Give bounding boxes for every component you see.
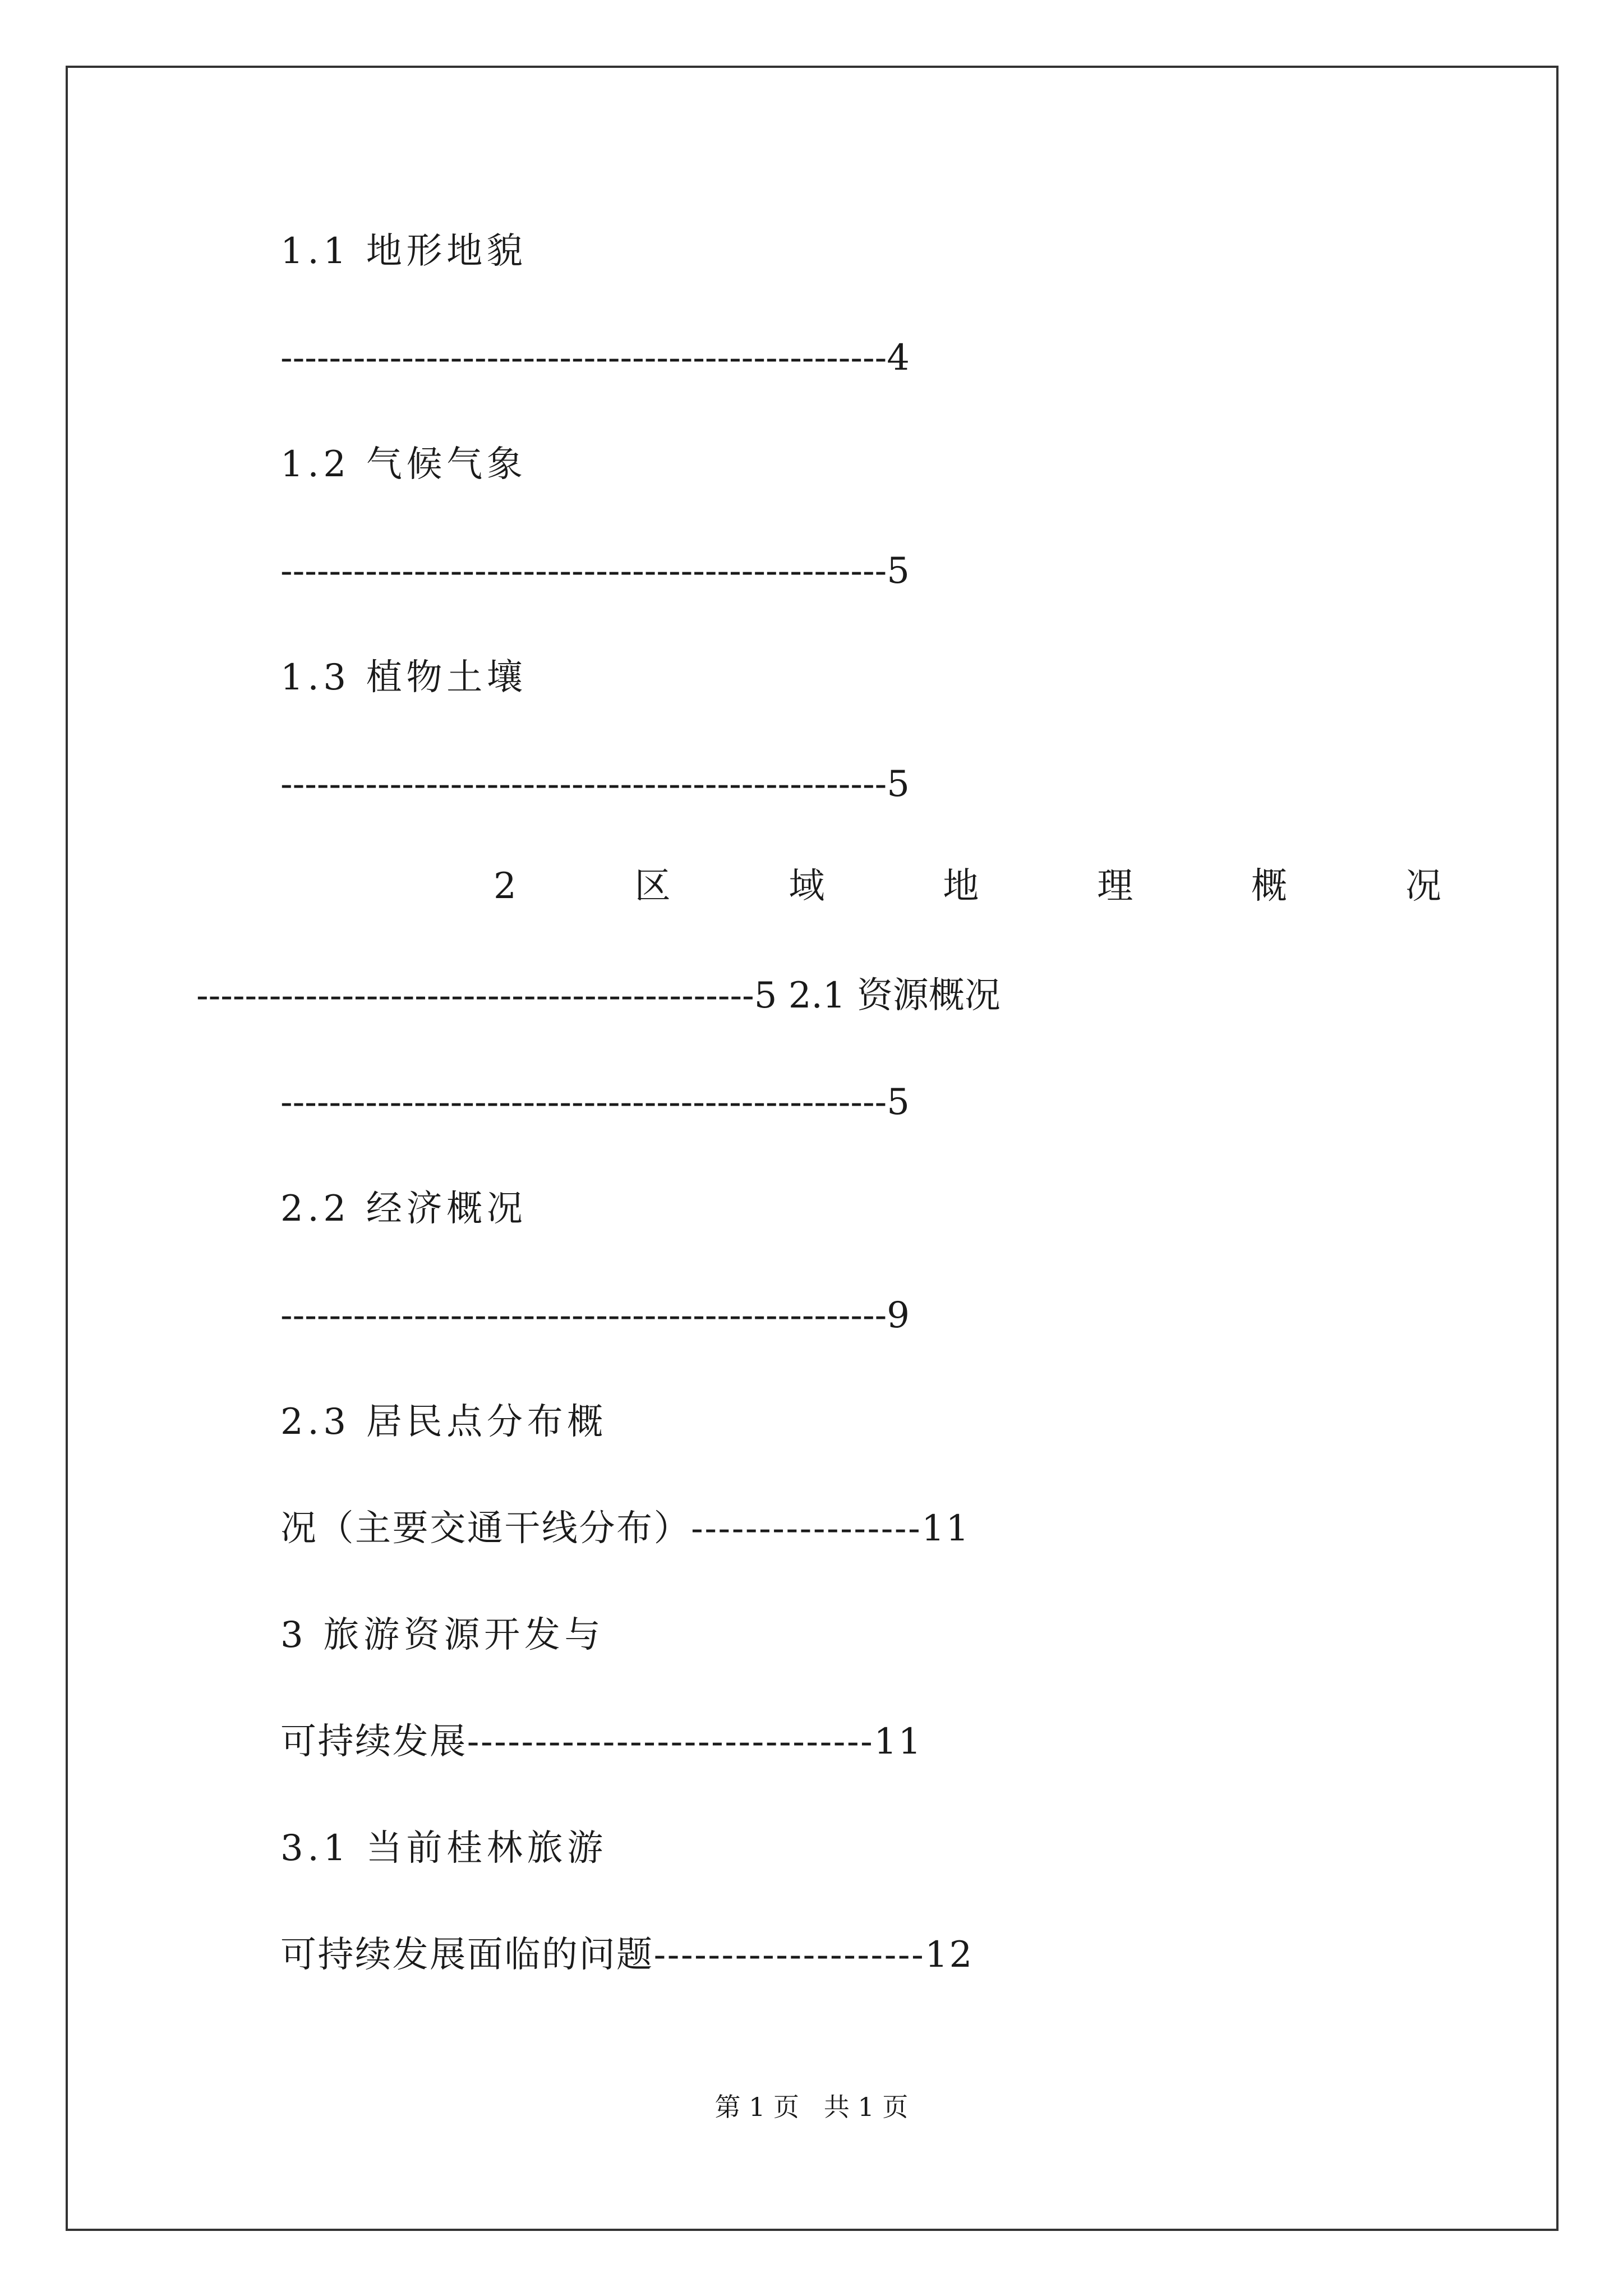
toc-heading-2	[494, 864, 1441, 909]
toc-line-3-1-title: 3.1 当前桂林旅游	[280, 1828, 607, 1869]
toc-line-1-1-title: 1.1 地形地貌	[280, 231, 527, 272]
toc-line-3-title: 3 旅游资源开发与	[280, 1614, 605, 1656]
toc-line-2-3-leader: 况（主要交通干线分布）-----------------11	[280, 1508, 970, 1549]
toc-line-2-leader-and-2-1-title: ----------------------------------------------5 2.1 资源概况	[196, 975, 1000, 1016]
toc-line-2-1-leader: --------------------------------------------------5	[280, 1082, 910, 1123]
toc-line-2-2-title: 2.2 经济概况	[280, 1188, 527, 1230]
page-footer: 第 1 页 共 1 页	[714, 2092, 909, 2122]
toc-line-2-3-title: 2.3 居民点分布概	[280, 1401, 607, 1443]
toc-line-3-1-leader: 可持续发展面临的问题--------------------12	[280, 1934, 974, 1976]
toc-heading-char: 理	[1097, 866, 1133, 907]
toc-heading-char: 况	[1405, 866, 1441, 907]
toc-line-1-2-leader: --------------------------------------------------5	[280, 550, 910, 592]
toc-heading-char: 2	[494, 866, 517, 907]
toc-heading-char: 域	[789, 866, 825, 907]
toc-line-3-leader: 可持续发展------------------------------11	[280, 1721, 923, 1763]
toc-line-2-2-leader: --------------------------------------------------9	[280, 1295, 910, 1336]
toc-line-1-1-leader: --------------------------------------------------4	[280, 337, 910, 379]
toc-line-1-3-title: 1.3 植物土壤	[280, 657, 527, 698]
page-border	[66, 66, 1559, 2231]
toc-line-1-3-leader: --------------------------------------------------5	[280, 763, 910, 805]
toc-line-1-2-title: 1.2 气候气象	[280, 444, 527, 485]
toc-heading-char: 概	[1251, 866, 1288, 907]
toc-heading-char: 区	[634, 866, 671, 907]
toc-heading-char: 地	[943, 866, 979, 907]
